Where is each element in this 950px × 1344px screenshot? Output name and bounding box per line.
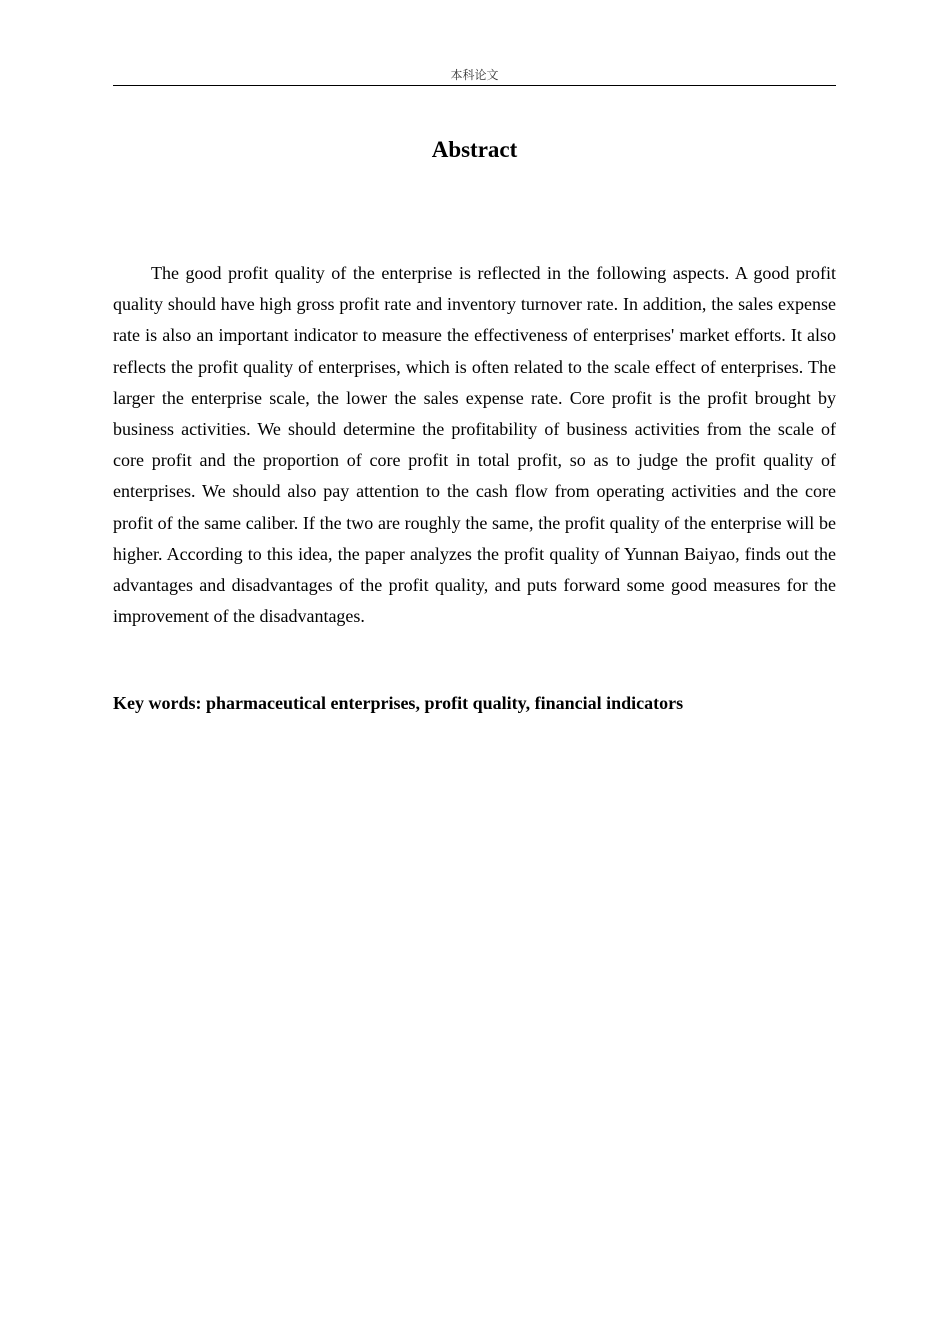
running-header: 本科论文	[450, 68, 499, 82]
keywords-line: Key words: pharmaceutical enterprises, profit quality, financial indicators	[113, 693, 684, 713]
abstract-title: Abstract	[431, 137, 518, 162]
header-rule	[113, 85, 836, 86]
abstract-body: The good profit quality of the enterprise is reflected in the following aspects. A good profit quality should have high gross profit rate and inventory turnover rate. In addition, the sales expense rate is also an important indicator to measure the effectiveness of enterprises' market efforts. It also reflects the profit quality of enterprises, which is often related to the scale effect of enterprises. The larger the enterprise scale, the lower the sales expense rate. Core profit is the profit brought by business activities. We should determine the profitability of business activities from the scale of core profit and the proportion of core profit in total profit, so as to judge the profit quality of enterprises. We should also pay attention to the cash flow from operating activities and the core profit of the same caliber. If the two are roughly the same, the profit quality of the enterprise will be higher. According to this idea, the paper analyzes the profit quality of Yunnan Baiyao, finds out the advantages and disadvantages of the profit quality, and puts forward some good measures for the improvement of the disadvantages.	[113, 263, 836, 627]
